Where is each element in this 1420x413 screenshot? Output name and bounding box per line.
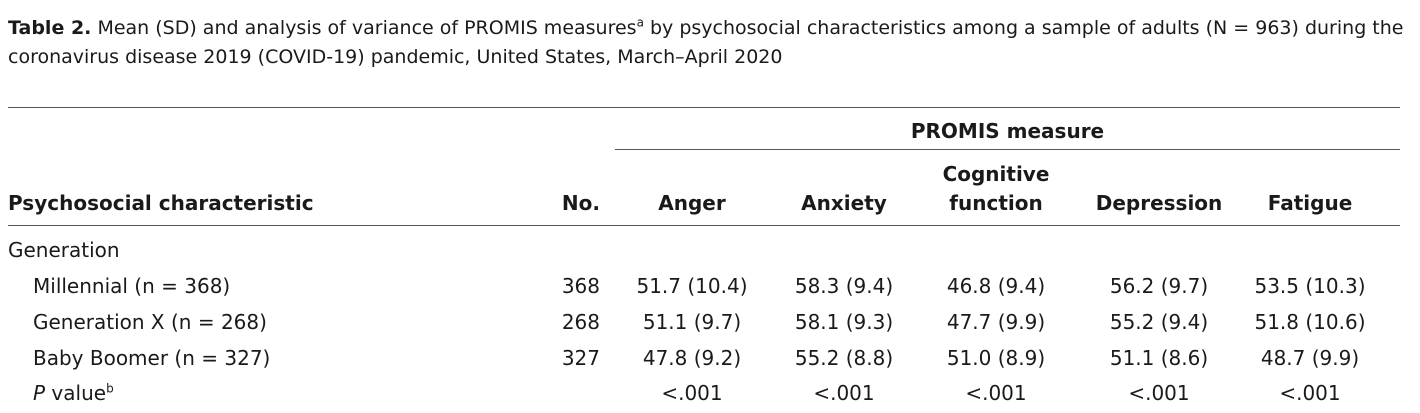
pvalue-cognitive: <.001: [965, 381, 1027, 405]
caption-text-after: by psychosocial characteristics among a sample of adults (N = 963) during the coronavirus disease 2019 (COVID-19) pandemic, United States, March–April 2020: [8, 17, 1404, 68]
table-row-label: Baby Boomer (n = 327): [33, 346, 271, 370]
footnote-a-marker: a: [636, 15, 644, 30]
table-row-label: Millennial (n = 368): [33, 274, 231, 298]
pvalue-label: [33, 380, 114, 406]
col-header-no: No.: [561, 191, 600, 215]
section-generation: Generation: [8, 238, 120, 262]
table-cell-anger: 51.7 (10.4): [636, 274, 748, 298]
col-header-characteristic: Psychosocial characteristic: [8, 191, 314, 215]
col-header-cognitive-line2: function: [949, 191, 1043, 215]
promis-measure-header: PROMIS measure: [910, 119, 1105, 143]
caption-text-before: Mean (SD) and analysis of variance of PROMIS measures: [97, 17, 637, 39]
table-cell-cognitive: 46.8 (9.4): [946, 274, 1046, 298]
footnote-b-marker: b: [106, 381, 114, 396]
table-cell-no: 327: [561, 346, 600, 370]
table-cell-cognitive: 47.7 (9.9): [946, 310, 1046, 334]
pvalue-label-italic: P: [33, 381, 46, 405]
col-header-depression: Depression: [1095, 191, 1223, 215]
col-header-anxiety: Anxiety: [801, 191, 887, 215]
col-header-fatigue: Fatigue: [1267, 191, 1353, 215]
pvalue-label-rest: value: [45, 381, 107, 405]
table-cell-fatigue: 51.8 (10.6): [1254, 310, 1366, 334]
table-cell-depression: 56.2 (9.7): [1109, 274, 1209, 298]
table-cell-no: 268: [561, 310, 600, 334]
col-header-anger: Anger: [658, 191, 726, 215]
promis-span-rule: [615, 149, 1400, 150]
table-cell-cognitive: 51.0 (8.9): [946, 346, 1046, 370]
table-caption: [8, 14, 1412, 72]
table-cell-depression: 55.2 (9.4): [1109, 310, 1209, 334]
col-header-cognitive-line1: Cognitive: [942, 162, 1050, 186]
table-cell-anxiety: 58.3 (9.4): [794, 274, 894, 298]
pvalue-anger: <.001: [661, 381, 723, 405]
pvalue-depression: <.001: [1128, 381, 1190, 405]
pvalue-anxiety: <.001: [813, 381, 875, 405]
table-label: Table 2.: [8, 17, 92, 39]
pvalue-fatigue: <.001: [1279, 381, 1341, 405]
table-cell-anxiety: 55.2 (8.8): [794, 346, 894, 370]
table-cell-anger: 51.1 (9.7): [642, 310, 742, 334]
table-cell-fatigue: 53.5 (10.3): [1254, 274, 1366, 298]
table-cell-depression: 51.1 (8.6): [1109, 346, 1209, 370]
top-rule: [8, 107, 1400, 108]
table-cell-anxiety: 58.1 (9.3): [794, 310, 894, 334]
table-cell-anger: 47.8 (9.2): [642, 346, 742, 370]
table-cell-fatigue: 48.7 (9.9): [1260, 346, 1360, 370]
header-rule: [8, 225, 1400, 226]
table-cell-no: 368: [561, 274, 600, 298]
table-row-label: Generation X (n = 268): [33, 310, 267, 334]
